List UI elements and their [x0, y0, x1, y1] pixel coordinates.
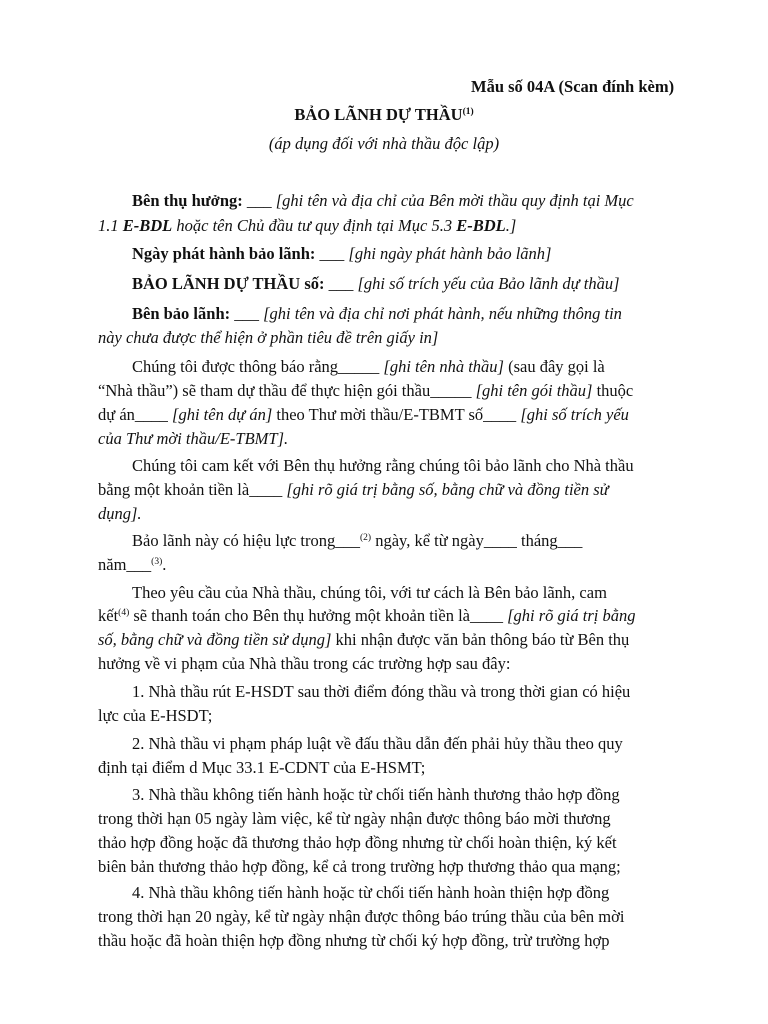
para2-line-3: dụng].: [98, 504, 142, 523]
text-run: [ghi rõ giá trị bằng số, bằng chữ và đồng tiền sử: [286, 480, 609, 499]
para3-line-2: [98, 554, 166, 576]
guarantee-number-line: [132, 273, 620, 295]
text-run: theo Thư mời thầu/E-TBMT số____: [272, 405, 521, 424]
beneficiary-line-2: [98, 215, 516, 237]
item-3-line-4: biên bản thương thảo hợp đồng, kể cả trong trường hợp thương thảo qua mạng;: [98, 857, 621, 876]
item-4-line-2: trong thời hạn 20 ngày, kể từ ngày nhận được thông báo trúng thầu của bên mời: [98, 907, 625, 926]
text-run: thuộc: [592, 381, 634, 400]
para4-line-4: hưởng về vi phạm của Nhà thầu trong các trường hợp sau đây:: [98, 654, 511, 673]
footnote-marker: (4): [118, 608, 130, 618]
para2-line-2: [98, 479, 609, 501]
beneficiary-line-1: [132, 190, 634, 212]
text-run: kết: [98, 606, 119, 625]
issue-date-label: Ngày phát hành bảo lãnh:: [132, 244, 316, 263]
issue-date-line: [132, 243, 551, 265]
form-number: Mẫu số 04A (Scan đính kèm): [471, 77, 675, 96]
document-title: [0, 104, 768, 126]
text-run: [ghi tên gói thầu]: [475, 381, 593, 400]
guarantee-number-label: BẢO LÃNH DỰ THẦU số:: [132, 274, 325, 293]
item-1-line-2: lực của E-HSDT;: [98, 706, 213, 725]
blank-field: ___: [230, 304, 264, 323]
text-run: ngày, kể từ ngày____ tháng___: [371, 531, 583, 550]
text-run: năm___: [98, 555, 152, 574]
text-run: .]: [505, 216, 517, 235]
issue-date-instruction: [ghi ngày phát hành bảo lãnh]: [348, 244, 552, 263]
text-run: sẽ thanh toán cho Bên thụ hưởng một khoản tiền là____: [129, 606, 508, 625]
item-1-line-1: 1. Nhà thầu rút E-HSDT sau thời điểm đóng thầu và trong thời gian có hiệu: [132, 682, 631, 701]
para1-line-3: [98, 404, 629, 426]
text-run: E-BDL: [456, 216, 506, 235]
blank-field: ___: [315, 244, 349, 263]
item-3-line-1: 3. Nhà thầu không tiến hành hoặc từ chối tiến hành thương thảo hợp đồng: [132, 785, 620, 804]
guarantor-instruction: [ghi tên và địa chỉ nơi phát hành, nếu những thông tin: [263, 304, 622, 323]
para2-line-1: Chúng tôi cam kết với Bên thụ hưởng rằng chúng tôi bảo lãnh cho Nhà thầu: [132, 456, 634, 475]
text-run: hoặc tên Chủ đầu tư quy định tại Mục 5.3: [172, 216, 457, 235]
beneficiary-instruction: [ghi tên và địa chỉ của Bên mời thầu quy định tại Mục: [275, 191, 634, 210]
para1-line-2: [98, 380, 633, 402]
text-run: .: [162, 555, 167, 574]
text-run: số, bằng chữ và đồng tiền sử dụng]: [98, 630, 332, 649]
text-run: bằng một khoản tiền là____: [98, 480, 287, 499]
guarantor-line-2: này chưa được thể hiện ở phần tiêu đề trên giấy in]: [98, 328, 439, 347]
footnote-marker: (1): [462, 107, 474, 117]
text-run: 1.1: [98, 216, 123, 235]
text-run: E-BDL: [122, 216, 173, 235]
blank-field: ___: [324, 274, 358, 293]
text-run: [ghi rõ giá trị bằng: [507, 606, 636, 625]
text-run: [ghi số trích yếu: [520, 405, 629, 424]
guarantee-number-instruction: [ghi số trích yếu của Bảo lãnh dự thầu]: [357, 274, 620, 293]
text-run: Chúng tôi được thông báo rằng_____: [132, 357, 384, 376]
para3-line-1: [132, 530, 582, 552]
text-run: dự án____: [98, 405, 173, 424]
para4-line-1: Theo yêu cầu của Nhà thầu, chúng tôi, với tư cách là Bên bảo lãnh, cam: [132, 583, 607, 602]
para1-line-1: [132, 356, 605, 378]
footnote-marker: (2): [359, 533, 372, 543]
text-run: (sau đây gọi là: [503, 357, 605, 376]
para1-line-4: của Thư mời thầu/E-TBMT].: [98, 429, 289, 448]
text-run: [ghi tên dự án]: [172, 405, 273, 424]
item-2-line-2: định tại điểm d Mục 33.1 E-CDNT của E-HSMT;: [98, 758, 426, 777]
item-4-line-3: thầu hoặc đã hoàn thiện hợp đồng nhưng từ chối ký hợp đồng, trừ trường hợp: [98, 931, 610, 950]
para4-line-2: [98, 605, 635, 627]
para4-line-3: [98, 629, 629, 651]
document-title-text: BẢO LÃNH DỰ THẦU: [294, 105, 463, 124]
item-3-line-2: trong thời hạn 05 ngày làm việc, kể từ ngày nhận được thông báo mời thương: [98, 809, 611, 828]
blank-field: ___: [242, 191, 276, 210]
item-3-line-3: thảo hợp đồng hoặc đã thương thảo hợp đồng nhưng từ chối hoàn thiện, ký kết: [98, 833, 617, 852]
beneficiary-label: Bên thụ hưởng:: [132, 191, 243, 210]
text-run: khi nhận được văn bản thông báo từ Bên thụ: [331, 630, 630, 649]
text-run: [ghi tên nhà thầu]: [383, 357, 504, 376]
document-subtitle: (áp dụng đối với nhà thầu độc lập): [268, 134, 500, 153]
text-run: “Nhà thầu”) sẽ tham dự thầu để thực hiện gói thầu_____: [98, 381, 476, 400]
guarantor-label: Bên bảo lãnh:: [132, 304, 231, 323]
footnote-marker: (3): [151, 557, 163, 567]
item-2-line-1: 2. Nhà thầu vi phạm pháp luật về đấu thầu dẫn đến phải hủy thầu theo quy: [132, 734, 623, 753]
guarantor-line-1: [132, 303, 622, 325]
text-run: Bảo lãnh này có hiệu lực trong___: [132, 531, 360, 550]
item-4-line-1: 4. Nhà thầu không tiến hành hoặc từ chối tiến hành hoàn thiện hợp đồng: [132, 883, 610, 902]
